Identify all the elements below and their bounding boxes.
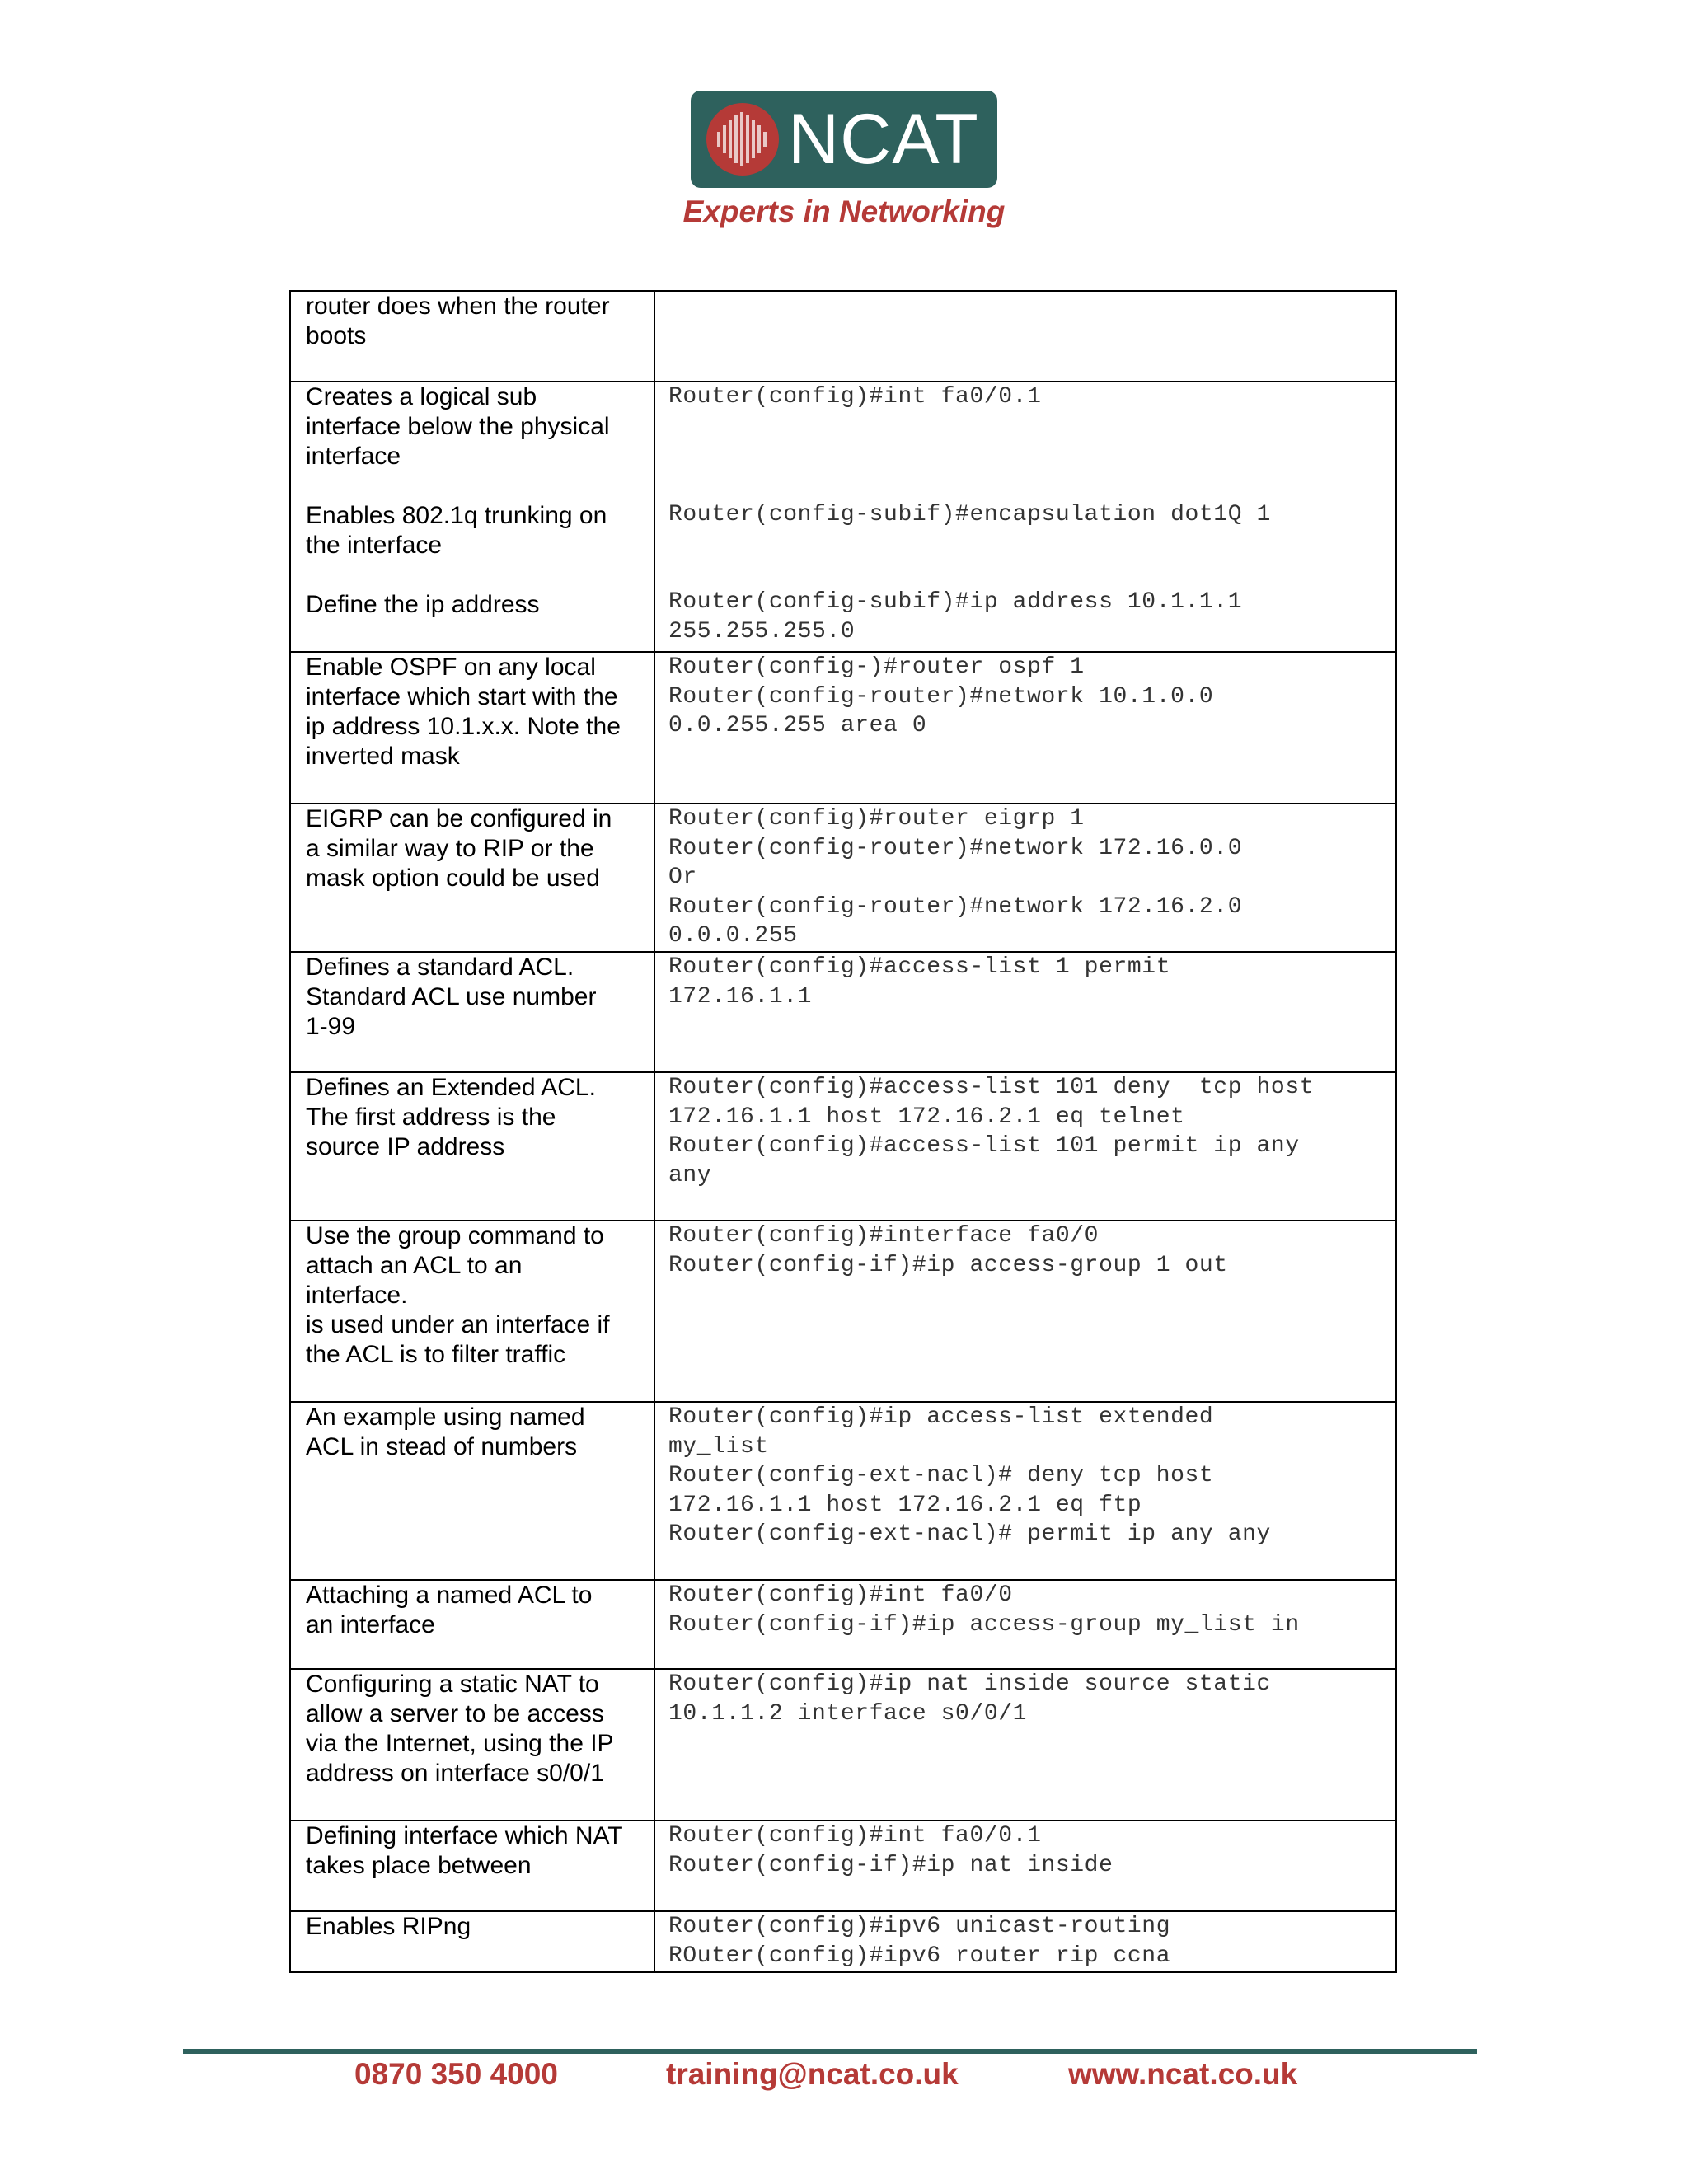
description-line: the ACL is to filter traffic <box>306 1341 566 1368</box>
command-cell <box>654 1580 1396 1669</box>
description-cell <box>290 1669 654 1821</box>
description-cell <box>290 1402 654 1580</box>
command-line: Router(config-subif)#ip address 10.1.1.1 <box>668 589 1243 615</box>
footer-website[interactable]: www.ncat.co.uk <box>1068 2057 1298 2091</box>
table-row <box>290 291 1396 382</box>
command-line: Router(config)#access-list 1 permit <box>668 954 1171 980</box>
command-line: Router(config)#router eigrp 1 <box>668 806 1085 832</box>
footer-phone: 0870 350 4000 <box>354 2057 558 2091</box>
description-line: Configuring a static NAT to <box>306 1671 599 1698</box>
ncat-logo <box>691 91 997 188</box>
command-line: Router(config-if)#ip access-group 1 out <box>668 1252 1228 1278</box>
command-line: Or <box>668 865 697 890</box>
command-line: my_list <box>668 1433 769 1460</box>
description-line: interface <box>306 443 401 470</box>
description-line: a similar way to RIP or the <box>306 835 594 862</box>
table-row <box>290 1072 1396 1221</box>
description-line: interface which start with the <box>306 683 618 710</box>
description-line: Enables 802.1q trunking on <box>306 502 607 529</box>
command-line: Router(config-subif)#encapsulation dot1Q 1 <box>668 501 1271 527</box>
footer-email[interactable]: training@ncat.co.uk <box>666 2057 959 2091</box>
command-line: 0.0.0.255 <box>668 923 798 949</box>
description-line: interface below the physical <box>306 413 610 440</box>
command-line: Router(config-ext-nacl)# permit ip any any <box>668 1521 1271 1547</box>
command-line: 172.16.1.1 host 172.16.2.1 eq telnet <box>668 1104 1185 1130</box>
description-line: ip address 10.1.x.x. Note the <box>306 713 621 740</box>
description-cell <box>290 804 654 952</box>
description-line: 1-99 <box>306 1013 356 1040</box>
command-table <box>289 290 1397 1973</box>
description-line: source IP address <box>306 1133 505 1160</box>
description-line: mask option could be used <box>306 865 600 892</box>
description-cell <box>290 652 654 804</box>
command-line: Router(config-router)#network 172.16.2.0 <box>668 893 1243 920</box>
description-line: takes place between <box>306 1852 532 1879</box>
description-cell <box>290 1821 654 1911</box>
description-line: attach an ACL to an <box>306 1252 523 1279</box>
table-row <box>290 382 1396 652</box>
command-cell <box>654 1821 1396 1911</box>
description-line: The first address is the <box>306 1104 556 1131</box>
command-line: any <box>668 1162 712 1188</box>
command-cell <box>654 382 1396 652</box>
command-cell <box>654 1221 1396 1402</box>
table-row <box>290 804 1396 952</box>
command-line: Router(config)#int fa0/0.1 <box>668 1823 1042 1849</box>
command-cell <box>654 652 1396 804</box>
description-line: router does when the router <box>306 293 610 320</box>
description-line: Enables RIPng <box>306 1913 471 1940</box>
description-cell <box>290 382 654 652</box>
description-cell <box>290 1580 654 1669</box>
logo-mark-icon <box>706 102 780 176</box>
description-line: Defines a standard ACL. <box>306 954 574 981</box>
description-line: Use the group command to <box>306 1222 604 1249</box>
command-line: Router(config)#ipv6 unicast-routing <box>668 1914 1171 1939</box>
tagline: Experts in Networking <box>682 194 1006 228</box>
command-line: Router(config-if)#ip nat inside <box>668 1852 1114 1878</box>
table-row <box>290 1402 1396 1580</box>
description-line: the interface <box>306 532 443 559</box>
description-cell <box>290 1072 654 1221</box>
description-line: Defining interface which NAT <box>306 1822 623 1849</box>
table-row <box>290 652 1396 804</box>
command-table-body <box>290 291 1396 1972</box>
command-line: Router(config-ext-nacl)# deny tcp host <box>668 1463 1214 1488</box>
command-line: Router(config)#int fa0/0.1 <box>668 384 1042 410</box>
command-line: Router(config-router)#network 172.16.0.0 <box>668 835 1243 861</box>
description-line: EIGRP can be configured in <box>306 805 612 832</box>
description-line: boots <box>306 322 367 349</box>
table-row <box>290 1821 1396 1911</box>
table-row <box>290 1911 1396 1972</box>
command-line: 0.0.255.255 area 0 <box>668 713 927 738</box>
command-line: 172.16.1.1 host 172.16.2.1 eq ftp <box>668 1492 1142 1518</box>
command-line: 255.255.255.0 <box>668 618 856 644</box>
description-cell <box>290 291 654 382</box>
description-cell <box>290 1221 654 1402</box>
command-line: Router(config)#int fa0/0 <box>668 1582 1013 1608</box>
command-cell <box>654 291 1396 382</box>
description-line: via the Internet, using the IP <box>306 1730 614 1757</box>
description-line: allow a server to be access <box>306 1700 604 1727</box>
command-line: Router(config-router)#network 10.1.0.0 <box>668 683 1214 710</box>
description-line: inverted mask <box>306 743 460 770</box>
description-cell <box>290 952 654 1072</box>
description-line: address on interface s0/0/1 <box>306 1760 604 1787</box>
description-line: Attaching a named ACL to <box>306 1582 593 1609</box>
description-line: Define the ip address <box>306 591 540 618</box>
command-line: Router(config)#ip nat inside source static <box>668 1671 1271 1697</box>
command-cell <box>654 1669 1396 1821</box>
table-row <box>290 1669 1396 1821</box>
description-line: An example using named <box>306 1404 585 1431</box>
command-line: ROuter(config)#ipv6 router rip ccna <box>668 1943 1171 1969</box>
table-row <box>290 1580 1396 1669</box>
command-line: 172.16.1.1 <box>668 983 813 1010</box>
description-line: Creates a logical sub <box>306 383 537 410</box>
description-line: interface. <box>306 1282 408 1309</box>
command-line: Router(config)#interface fa0/0 <box>668 1223 1100 1249</box>
command-line: Router(config)#ip access-list extended <box>668 1404 1214 1430</box>
description-line: is used under an interface if <box>306 1311 610 1338</box>
command-line: Router(config)#access-list 101 deny tcp host <box>668 1075 1315 1100</box>
description-cell <box>290 1911 654 1972</box>
table-row <box>290 1221 1396 1402</box>
command-cell <box>654 952 1396 1072</box>
command-line: Router(config)#access-list 101 permit ip any <box>668 1133 1300 1159</box>
command-line: Router(config-)#router ospf 1 <box>668 654 1085 680</box>
command-line: 10.1.1.2 interface s0/0/1 <box>668 1700 1028 1727</box>
description-line: ACL in stead of numbers <box>306 1433 578 1460</box>
command-cell <box>654 1072 1396 1221</box>
description-line: Defines an Extended ACL. <box>306 1074 596 1101</box>
command-cell <box>654 1402 1396 1580</box>
command-cell <box>654 1911 1396 1972</box>
description-line: Standard ACL use number <box>306 983 597 1010</box>
command-line: Router(config-if)#ip access-group my_list in <box>668 1611 1300 1638</box>
description-line: Enable OSPF on any local <box>306 654 596 681</box>
command-cell <box>654 804 1396 952</box>
description-line: an interface <box>306 1611 435 1638</box>
table-row <box>290 952 1396 1072</box>
logo-wordmark: NCAT <box>788 100 979 179</box>
